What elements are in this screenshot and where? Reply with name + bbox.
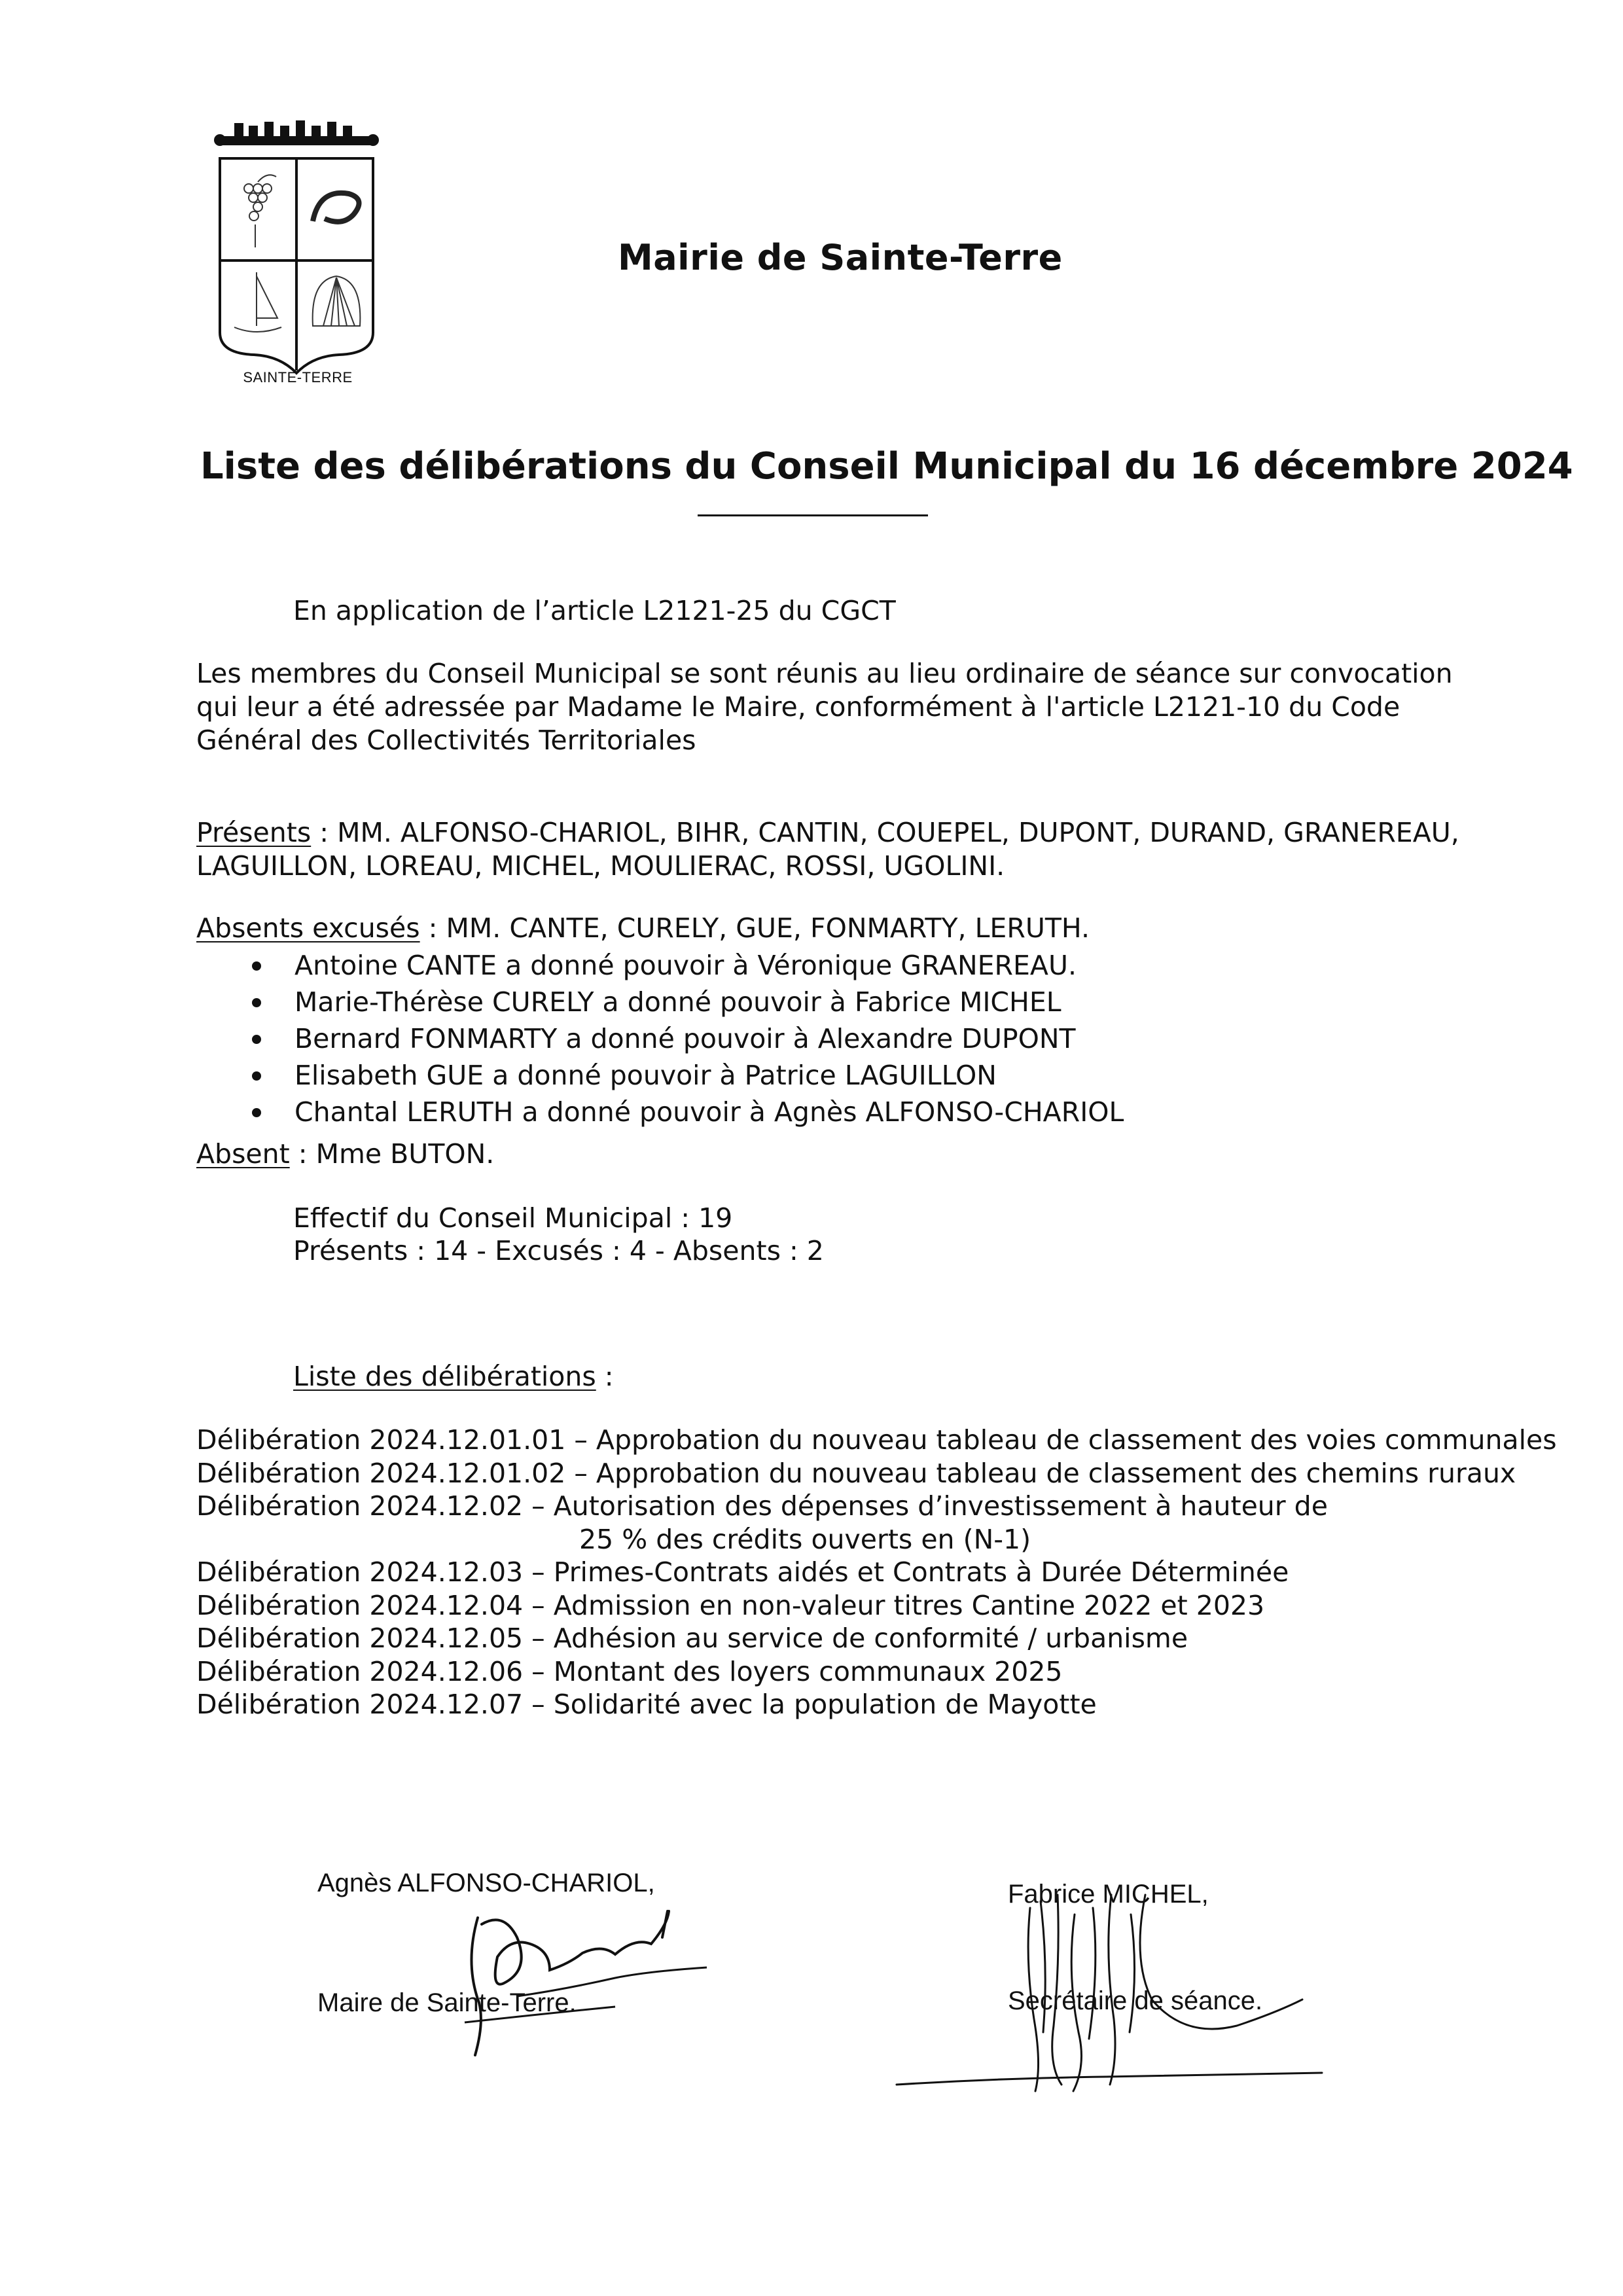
- bullet-icon: [252, 1108, 261, 1117]
- intro-paragraph: [196, 657, 1453, 757]
- bullet-icon: [252, 961, 261, 971]
- counts-line: Présents : 14 - Excusés : 4 - Absents : 2: [293, 1235, 824, 1266]
- page-title: Liste des délibérations du Conseil Municipal du 16 décembre 2024: [200, 445, 1573, 488]
- deliberation-item-continuation: 25 % des crédits ouverts en (N-1): [579, 1523, 1031, 1555]
- mayor-role: Maire de Sainte-Terre.: [317, 1988, 577, 2017]
- excused-label: Absents excusés: [196, 912, 420, 944]
- intro-line: Les membres du Conseil Municipal se sont réunis au lieu ordinaire de séance sur convocation: [196, 658, 1453, 689]
- deliberation-list: [196, 1424, 1557, 1721]
- mayor-signature-icon: [419, 1898, 720, 2068]
- proxy-text: Chantal LERUTH a donné pouvoir à Agnès ALFONSO-CHARIOL: [294, 1096, 1124, 1128]
- list-item: [252, 1057, 1124, 1094]
- deliberation-item: Délibération 2024.12.03 – Primes-Contrats aidés et Contrats à Durée Déterminée: [196, 1556, 1289, 1588]
- title-divider: [698, 514, 928, 516]
- coat-of-arms-icon: [208, 117, 385, 391]
- excused-names: : MM. CANTE, CURELY, GUE, FONMARTY, LERUTH.: [419, 912, 1090, 944]
- article-reference: En application de l’article L2121-25 du CGCT: [293, 595, 896, 626]
- deliberation-item: Délibération 2024.12.07 – Solidarité avec la population de Mayotte: [196, 1689, 1097, 1720]
- intro-line: Général des Collectivités Territoriales: [196, 725, 696, 756]
- secretary-name: Fabrice MICHEL,: [1008, 1880, 1209, 1909]
- list-item: [252, 984, 1124, 1020]
- excused-line: [196, 912, 1090, 945]
- proxy-text: Antoine CANTE a donné pouvoir à Véronique GRANEREAU.: [294, 950, 1077, 981]
- proxy-text: Marie-Thérèse CURELY a donné pouvoir à Fabrice MICHEL: [294, 986, 1061, 1018]
- proxy-list: [252, 947, 1124, 1130]
- presents-line: [196, 816, 1459, 850]
- deliberation-item: Délibération 2024.12.06 – Montant des loyers communaux 2025: [196, 1655, 1063, 1687]
- mayor-name: Agnès ALFONSO-CHARIOL,: [317, 1869, 655, 1897]
- crest-caption: SAINTE-TERRE: [243, 369, 353, 386]
- secretary-role: Secrétaire de séance.: [1008, 1986, 1263, 2015]
- deliberation-item: Délibération 2024.12.05 – Adhésion au service de conformité / urbanisme: [196, 1623, 1188, 1654]
- proxy-text: Elisabeth GUE a donné pouvoir à Patrice LAGUILLON: [294, 1060, 997, 1091]
- deliberation-item: Délibération 2024.12.01.01 – Approbation du nouveau tableau de classement des voies communales: [196, 1424, 1557, 1456]
- effectif-line: Effectif du Conseil Municipal : 19: [293, 1202, 733, 1234]
- list-item: [252, 1020, 1124, 1057]
- list-item: [252, 1094, 1124, 1130]
- deliberation-item: Délibération 2024.12.01.02 – Approbation du nouveau tableau de classement des chemins ruraux: [196, 1457, 1516, 1489]
- presents-line-2: LAGUILLON, LOREAU, MICHEL, MOULIERAC, ROSSI, UGOLINI.: [196, 850, 1005, 882]
- absent-names: : Mme BUTON.: [289, 1138, 495, 1170]
- bullet-icon: [252, 1035, 261, 1044]
- deliberation-item: Délibération 2024.12.04 – Admission en non-valeur titres Cantine 2022 et 2023: [196, 1589, 1265, 1621]
- presents-names: : MM. ALFONSO-CHARIOL, BIHR, CANTIN, COUEPEL, DUPONT, DURAND, GRANEREAU,: [311, 817, 1459, 848]
- secretary-signature-icon: [870, 1869, 1329, 2111]
- deliberations-label: Liste des délibérations: [293, 1361, 596, 1392]
- proxy-text: Bernard FONMARTY a donné pouvoir à Alexandre DUPONT: [294, 1023, 1076, 1054]
- absent-line: [196, 1138, 494, 1171]
- list-item: [252, 947, 1124, 984]
- presents-label: Présents: [196, 817, 312, 848]
- deliberation-item: Délibération 2024.12.02 – Autorisation des dépenses d’investissement à hauteur de: [196, 1490, 1328, 1522]
- bullet-icon: [252, 998, 261, 1007]
- deliberations-heading: [293, 1360, 614, 1393]
- mairie-heading: Mairie de Sainte-Terre: [618, 237, 1063, 278]
- bullet-icon: [252, 1071, 261, 1081]
- deliberations-label-suffix: :: [596, 1361, 614, 1392]
- intro-line: qui leur a été adressée par Madame le Maire, conformément à l'article L2121-10 du Code: [196, 691, 1400, 723]
- absent-label: Absent: [196, 1138, 290, 1170]
